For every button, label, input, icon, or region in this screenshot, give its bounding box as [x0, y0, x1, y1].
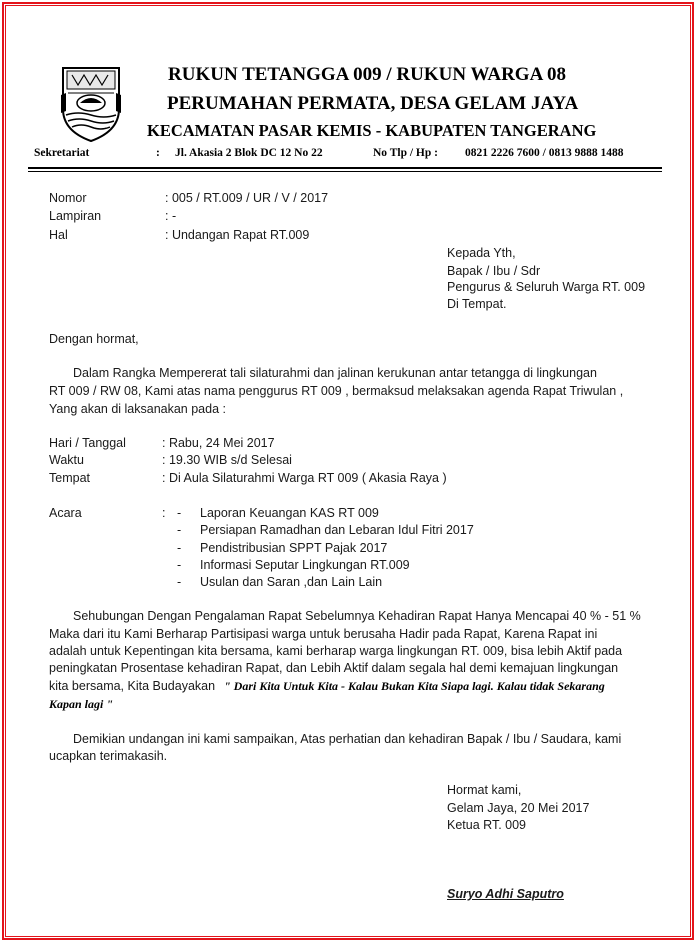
agenda-dash: -	[177, 558, 182, 572]
acara-label: Acara	[49, 506, 82, 520]
secretariat-label: Sekretariat	[34, 147, 90, 159]
hari-value: : Rabu, 24 Mei 2017	[162, 436, 275, 450]
lampiran-label: Lampiran	[49, 209, 102, 223]
agenda-item: Usulan dan Saran ,dan Lain Lain	[200, 575, 383, 589]
agenda-dash: -	[177, 506, 182, 520]
header-rule-thin	[28, 171, 662, 172]
salutation: Dengan hormat,	[49, 332, 139, 346]
agenda-item: Persiapan Ramadhan dan Lebaran Idul Fitri 2017	[200, 523, 474, 537]
para2-line5-prefix: kita bersama, Kita Budayakan	[49, 679, 216, 693]
tempat-label: Tempat	[49, 471, 90, 485]
org-title-line3: KECAMATAN PASAR KEMIS - KABUPATEN TANGERANG	[147, 121, 597, 140]
nomor-value: : 005 / RT.009 / UR / V / 2017	[165, 191, 329, 205]
agenda-item: Pendistribusian SPPT Pajak 2017	[200, 541, 388, 555]
intro-line3: Yang akan di laksanakan pada :	[49, 402, 226, 416]
org-title-line2: PERUMAHAN PERMATA, DESA GELAM JAYA	[167, 93, 579, 114]
recipient-line4: Di Tempat.	[447, 297, 507, 311]
hal-label: Hal	[49, 228, 68, 242]
agenda-item: Laporan Keuangan KAS RT 009	[200, 506, 379, 520]
nomor-label: Nomor	[49, 191, 87, 205]
para2-line4: peningkatan Prosentase kehadiran Rapat, dan Lebih Aktif dalam segala hal demi kemajuan lingkungan	[49, 661, 619, 675]
closing-regards: Hormat kami,	[447, 783, 522, 797]
agenda-item: Informasi Seputar Lingkungan RT.009	[200, 558, 410, 572]
phone-label: No Tlp / Hp :	[373, 147, 438, 159]
waktu-label: Waktu	[49, 453, 84, 467]
secretariat-colon: :	[156, 147, 160, 159]
para2-line3: adalah untuk Kepentingan kita bersama, kami berharap warga lingkungan RT. 009, bisa lebih Aktif pada	[49, 644, 623, 658]
recipient-line1: Kepada Yth,	[447, 246, 516, 260]
tempat-value: : Di Aula Silaturahmi Warga RT 009 ( Akasia Raya )	[162, 471, 447, 485]
para2-line2: Maka dari itu Kami Berharap Partisipasi warga untuk berusaha Hadir pada Rapat, Karena Rapat ini	[49, 627, 598, 641]
intro-line1: Dalam Rangka Mempererat tali silaturahmi dan jalinan kerukunan antar tetangga di lingkungan	[73, 366, 597, 380]
agenda-dash: -	[177, 575, 182, 589]
hari-label: Hari / Tanggal	[49, 436, 126, 450]
motto-quote: " Dari Kita Untuk Kita - Kalau Bukan Kita Siapa lagi. Kalau tidak Sekarang	[224, 679, 605, 693]
recipient-line3: Pengurus & Seluruh Warga RT. 009	[447, 280, 646, 294]
agenda-dash: -	[177, 523, 182, 537]
para3-line1: Demikian undangan ini kami sampaikan, Atas perhatian dan kehadiran Bapak / Ibu / Saudara, kami	[73, 732, 622, 746]
closing-place-date: Gelam Jaya, 20 Mei 2017	[447, 801, 590, 815]
hal-value: : Undangan Rapat RT.009	[165, 228, 310, 242]
waktu-value: : 19.30 WIB s/d Selesai	[162, 453, 292, 467]
para2-line1: Sehubungan Dengan Pengalaman Rapat Sebelumnya Kehadiran Rapat Hanya Mencapai 40 % - 51 %	[73, 609, 641, 623]
phone-number: 0821 2226 7600 / 0813 9888 1488	[465, 147, 624, 159]
header-rule	[28, 167, 662, 169]
agenda-dash: -	[177, 541, 182, 555]
acara-colon: :	[162, 506, 166, 520]
para3-line2: ucapkan terimakasih.	[49, 749, 168, 763]
org-title-line1: RUKUN TETANGGA 009 / RUKUN WARGA 08	[168, 64, 566, 85]
secretariat-address: Jl. Akasia 2 Blok DC 12 No 22	[175, 147, 323, 159]
motto-quote-end: Kapan lagi "	[49, 697, 114, 711]
closing-title: Ketua RT. 009	[447, 818, 526, 832]
recipient-line2: Bapak / Ibu / Sdr	[447, 264, 541, 278]
intro-line2: RT 009 / RW 08, Kami atas nama penggurus RT 009 , bermaksud melaksakan agenda Rapat Triwulan ,	[49, 384, 624, 398]
emblem-logo-icon	[60, 65, 122, 143]
signer-name: Suryo Adhi Saputro	[447, 887, 564, 901]
lampiran-value: : -	[165, 209, 177, 223]
